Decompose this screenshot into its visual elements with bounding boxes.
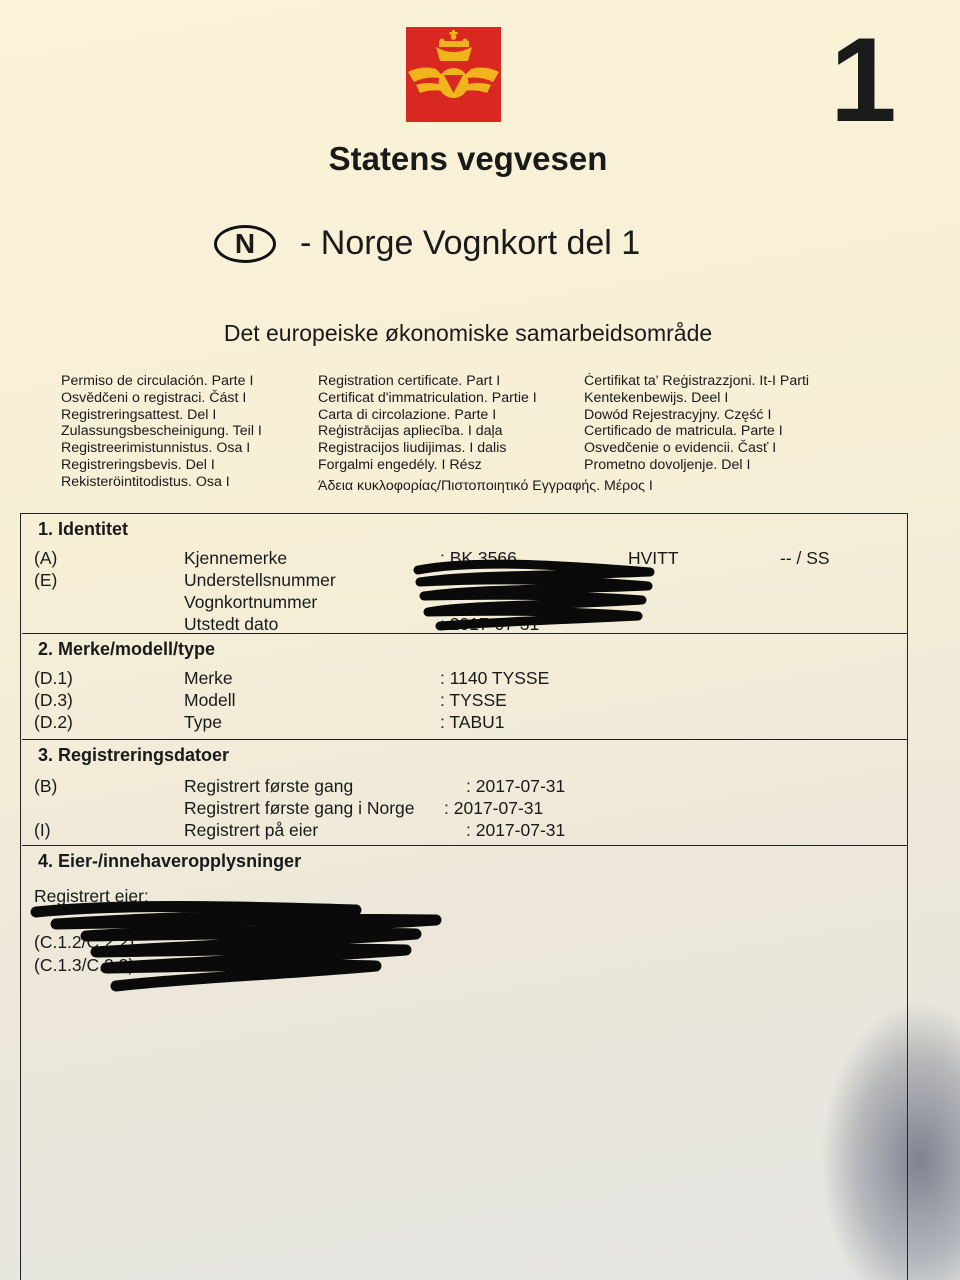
- field-label: Registrert på eier: [184, 820, 319, 840]
- cert-name: Registreringsattest. Del I: [61, 406, 217, 423]
- section-title: 3. Registreringsdatoer: [38, 745, 230, 765]
- field-row: [22, 820, 908, 842]
- field-value: : BK 3566: [440, 548, 517, 568]
- cert-name: Zulassungsbescheinigung. Teil I: [61, 423, 262, 440]
- field-row: [22, 798, 908, 820]
- field-label: Type: [184, 712, 222, 732]
- registered-owner-label: Registrert eier:: [34, 886, 149, 906]
- cert-name: Registreerimistunnistus. Osa I: [61, 440, 251, 457]
- owner-field-code: (C.1.3/C.2.3): [34, 955, 135, 975]
- field-code: (E): [34, 570, 58, 590]
- field-row: [22, 776, 908, 798]
- field-value: : 2017-07-31: [444, 798, 544, 818]
- field-value: : TYSSE: [440, 690, 507, 710]
- owner-field-code: (C.1.2/C.2.2): [34, 932, 135, 952]
- field-label: Registrert første gang i Norge: [184, 798, 415, 818]
- cert-name: Osvedčenie o evidencii. Časť I: [584, 440, 777, 457]
- field-label: Utstedt dato: [184, 614, 279, 634]
- field-code: (D.3): [34, 690, 73, 710]
- field-code: (A): [34, 548, 58, 568]
- field-row: [22, 690, 908, 712]
- field-label: Understellsnummer: [184, 570, 336, 590]
- cert-name: Dowód Rejestracyjny. Część I: [584, 406, 772, 423]
- section-title: 1. Identitet: [38, 519, 129, 539]
- agency-name: Statens vegvesen: [328, 140, 608, 177]
- section-registration-dates: [22, 739, 908, 846]
- field-value: : 2017-07-31: [466, 820, 566, 840]
- field-code: (D.2): [34, 712, 73, 732]
- page-number: 1: [830, 13, 897, 147]
- cert-name: Certificado de matricula. Parte I: [584, 423, 783, 440]
- field-code: (D.1): [34, 668, 73, 688]
- cert-name: Kentekenbewijs. Deel I: [584, 389, 729, 406]
- certificate-names-col2: [318, 373, 537, 474]
- cert-name: Registration certificate. Part I: [318, 373, 501, 389]
- document-subtitle: Det europeiske økonomiske samarbeidsområde: [223, 320, 713, 346]
- section-owner: [22, 845, 908, 1276]
- cert-name: Certificat d'immatriculation. Partie I: [318, 389, 537, 406]
- field-label: Vognkortnummer: [184, 592, 318, 612]
- cert-name: Reģistrācijas apliecība. I daļa: [318, 423, 503, 440]
- field-code: (I): [34, 820, 51, 840]
- field-label: Registrert første gang: [184, 776, 354, 796]
- certificate-names-col3: [584, 373, 809, 474]
- field-label: Modell: [184, 690, 236, 710]
- document-title-row: [214, 224, 640, 263]
- field-suffix: -- / SS: [780, 548, 830, 568]
- field-value: : 2017-07-31: [440, 614, 540, 634]
- section-title: 4. Eier-/innehaveropplysninger: [38, 851, 302, 871]
- field-row: [22, 548, 908, 570]
- cert-name: Osvědčeni o registraci. Část I: [61, 389, 247, 406]
- certificate-names-col1: [61, 373, 262, 491]
- field-row: [22, 668, 908, 690]
- field-value: : 2017-07-31: [466, 776, 566, 796]
- cert-name: Registreringsbevis. Del I: [61, 456, 215, 473]
- cert-name: Carta di circolazione. Parte I: [318, 406, 497, 423]
- field-color: HVITT: [628, 548, 679, 568]
- cert-name: Permiso de circulación. Parte I: [61, 373, 254, 389]
- country-code-oval: N: [214, 225, 276, 263]
- field-value: : TABU1: [440, 712, 505, 732]
- statens-vegvesen-logo: [406, 27, 501, 122]
- field-value: : 1140 TYSSE: [440, 668, 550, 688]
- section-identity: [22, 513, 908, 634]
- field-code: (B): [34, 776, 58, 796]
- cert-name: Registracijos liudijimas. I dalis: [318, 440, 507, 457]
- field-row: [22, 712, 908, 734]
- document-title: - Norge Vognkort del 1: [300, 224, 641, 262]
- field-label: Kjennemerke: [184, 548, 288, 568]
- cert-name: Forgalmi engedély. I Rész: [318, 456, 482, 473]
- cert-name: Ċertifikat ta' Reġistrazzjoni. It-I Parti: [584, 373, 810, 389]
- section-make-model: [22, 633, 908, 740]
- cert-name: Rekisteröintitodistus. Osa I: [61, 473, 230, 490]
- field-row: [22, 592, 908, 614]
- cert-name-greek: Άδεια κυκλοφορίας/Πιστοποιητικό Εγγραφής. Μέρος Ι: [318, 478, 653, 494]
- field-label: Merke: [184, 668, 233, 688]
- field-row: [22, 570, 908, 592]
- cert-name: Prometno dovoljenje. Del I: [584, 456, 751, 473]
- section-title: 2. Merke/modell/type: [38, 639, 216, 659]
